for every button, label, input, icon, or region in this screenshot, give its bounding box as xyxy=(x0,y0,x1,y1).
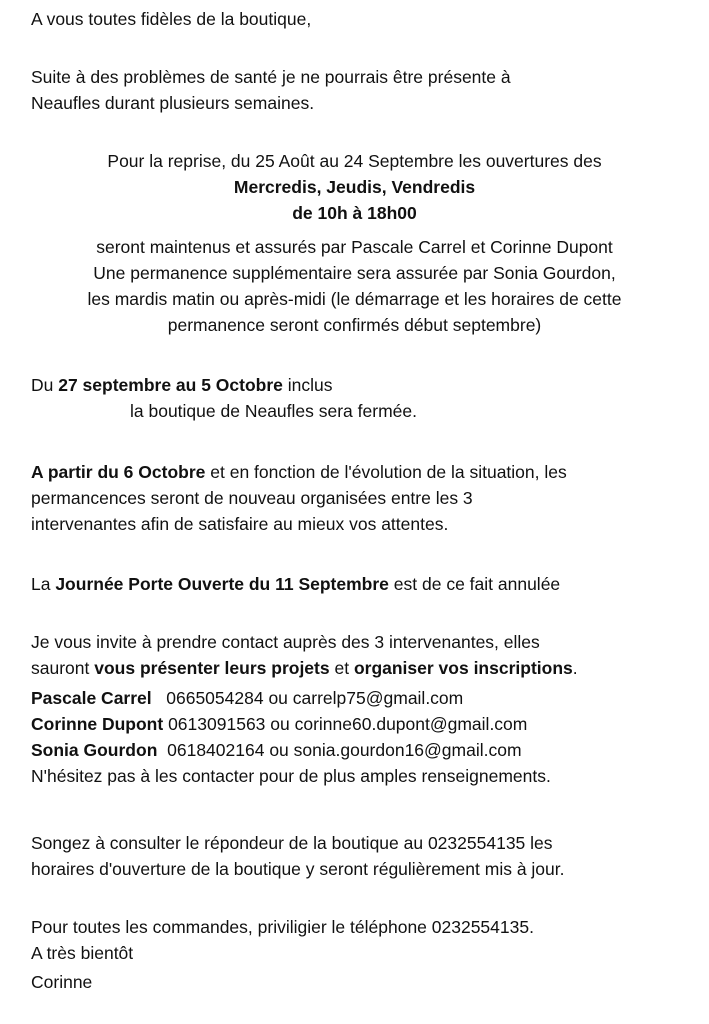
reprise-days-text: Mercredis, Jeudis, Vendredis xyxy=(233,177,476,197)
contact-post: . xyxy=(572,658,578,678)
jpo-pre: La xyxy=(31,574,56,594)
fermeture-pre: Du xyxy=(31,375,59,395)
person-phone[interactable]: 0618402164 xyxy=(167,740,265,760)
greeting: A vous toutes fidèles de la boutique, xyxy=(31,9,312,29)
octobre-line-1 xyxy=(0,459,709,485)
jpo-bold: Journée Porte Ouverte du 11 Septembre xyxy=(55,574,389,594)
person-email[interactable]: sonia.gourdon16@gmail.com xyxy=(293,740,522,760)
contact-person-row xyxy=(0,685,709,711)
reprise-line-1: Pour la reprise, du 25 Août au 24 Septembre les ouvertures des xyxy=(107,151,602,171)
fermeture-line-1 xyxy=(0,372,709,398)
person-or: ou xyxy=(263,688,293,708)
closing-line: A très bientôt xyxy=(31,943,134,963)
contact-mid: et xyxy=(329,658,354,678)
reprise-hours xyxy=(0,200,709,226)
octobre-line-2: permancences seront de nouveau organisées entre les 3 xyxy=(31,488,473,508)
reprise-line-5: Une permanence supplémentaire sera assurée par Sonia Gourdon, xyxy=(93,263,616,283)
person-email[interactable]: corinne60.dupont@gmail.com xyxy=(294,714,528,734)
fermeture-line-2: la boutique de Neaufles sera fermée. xyxy=(130,401,417,421)
intro-line-2: Neaufles durant plusieurs semaines. xyxy=(31,93,315,113)
contact-line-1: Je vous invite à prendre contact auprès des 3 intervenantes, elles xyxy=(31,632,540,652)
reprise-line-7: permanence seront confirmés début septembre) xyxy=(167,315,542,335)
person-sep xyxy=(152,688,167,708)
repondeur-line-2: horaires d'ouverture de la boutique y seront régulièrement mis à jour. xyxy=(31,859,565,879)
jpo-post: est de ce fait annulée xyxy=(388,574,561,594)
octobre-bold: A partir du 6 Octobre xyxy=(31,462,206,482)
person-or: ou xyxy=(265,714,295,734)
person-email[interactable]: carrelp75@gmail.com xyxy=(292,688,464,708)
octobre-rest: et en fonction de l'évolution de la situation, les xyxy=(205,462,567,482)
repondeur-line-1: Songez à consulter le répondeur de la boutique au 0232554135 les xyxy=(31,833,553,853)
reprise-line-6: les mardis matin ou après-midi (le démarrage et les horaires de cette xyxy=(87,289,622,309)
contact-line-2 xyxy=(0,655,709,681)
commandes-line: Pour toutes les commandes, priviligier le téléphone 0232554135. xyxy=(31,917,534,937)
person-phone[interactable]: 0613091563 xyxy=(168,714,266,734)
person-name: Corinne Dupont xyxy=(31,714,164,734)
contact-person-row xyxy=(0,711,709,737)
person-name: Pascale Carrel xyxy=(31,688,152,708)
contact-person-row xyxy=(0,737,709,763)
person-name: Sonia Gourdon xyxy=(31,740,158,760)
person-or: ou xyxy=(264,740,294,760)
reprise-days xyxy=(0,174,709,200)
fermeture-post: inclus xyxy=(282,375,333,395)
intro-line-1: Suite à des problèmes de santé je ne pourrais être présente à xyxy=(31,67,511,87)
contact-pre: sauront xyxy=(31,658,95,678)
contact-bold-2: organiser vos inscriptions xyxy=(353,658,573,678)
jpo-line xyxy=(0,571,709,597)
reprise-line-4: seront maintenus et assurés par Pascale Carrel et Corinne Dupont xyxy=(96,237,613,257)
reprise-hours-text: de 10h à 18h00 xyxy=(292,203,417,223)
hesitez-line: N'hésitez pas à les contacter pour de plus amples renseignements. xyxy=(31,766,551,786)
octobre-line-3: intervenantes afin de satisfaire au mieux vos attentes. xyxy=(31,514,449,534)
contact-bold-1: vous présenter leurs projets xyxy=(94,658,330,678)
person-sep xyxy=(157,740,167,760)
person-phone[interactable]: 0665054284 xyxy=(166,688,264,708)
signature: Corinne xyxy=(31,972,93,992)
fermeture-dates: 27 septembre au 5 Octobre xyxy=(58,375,283,395)
